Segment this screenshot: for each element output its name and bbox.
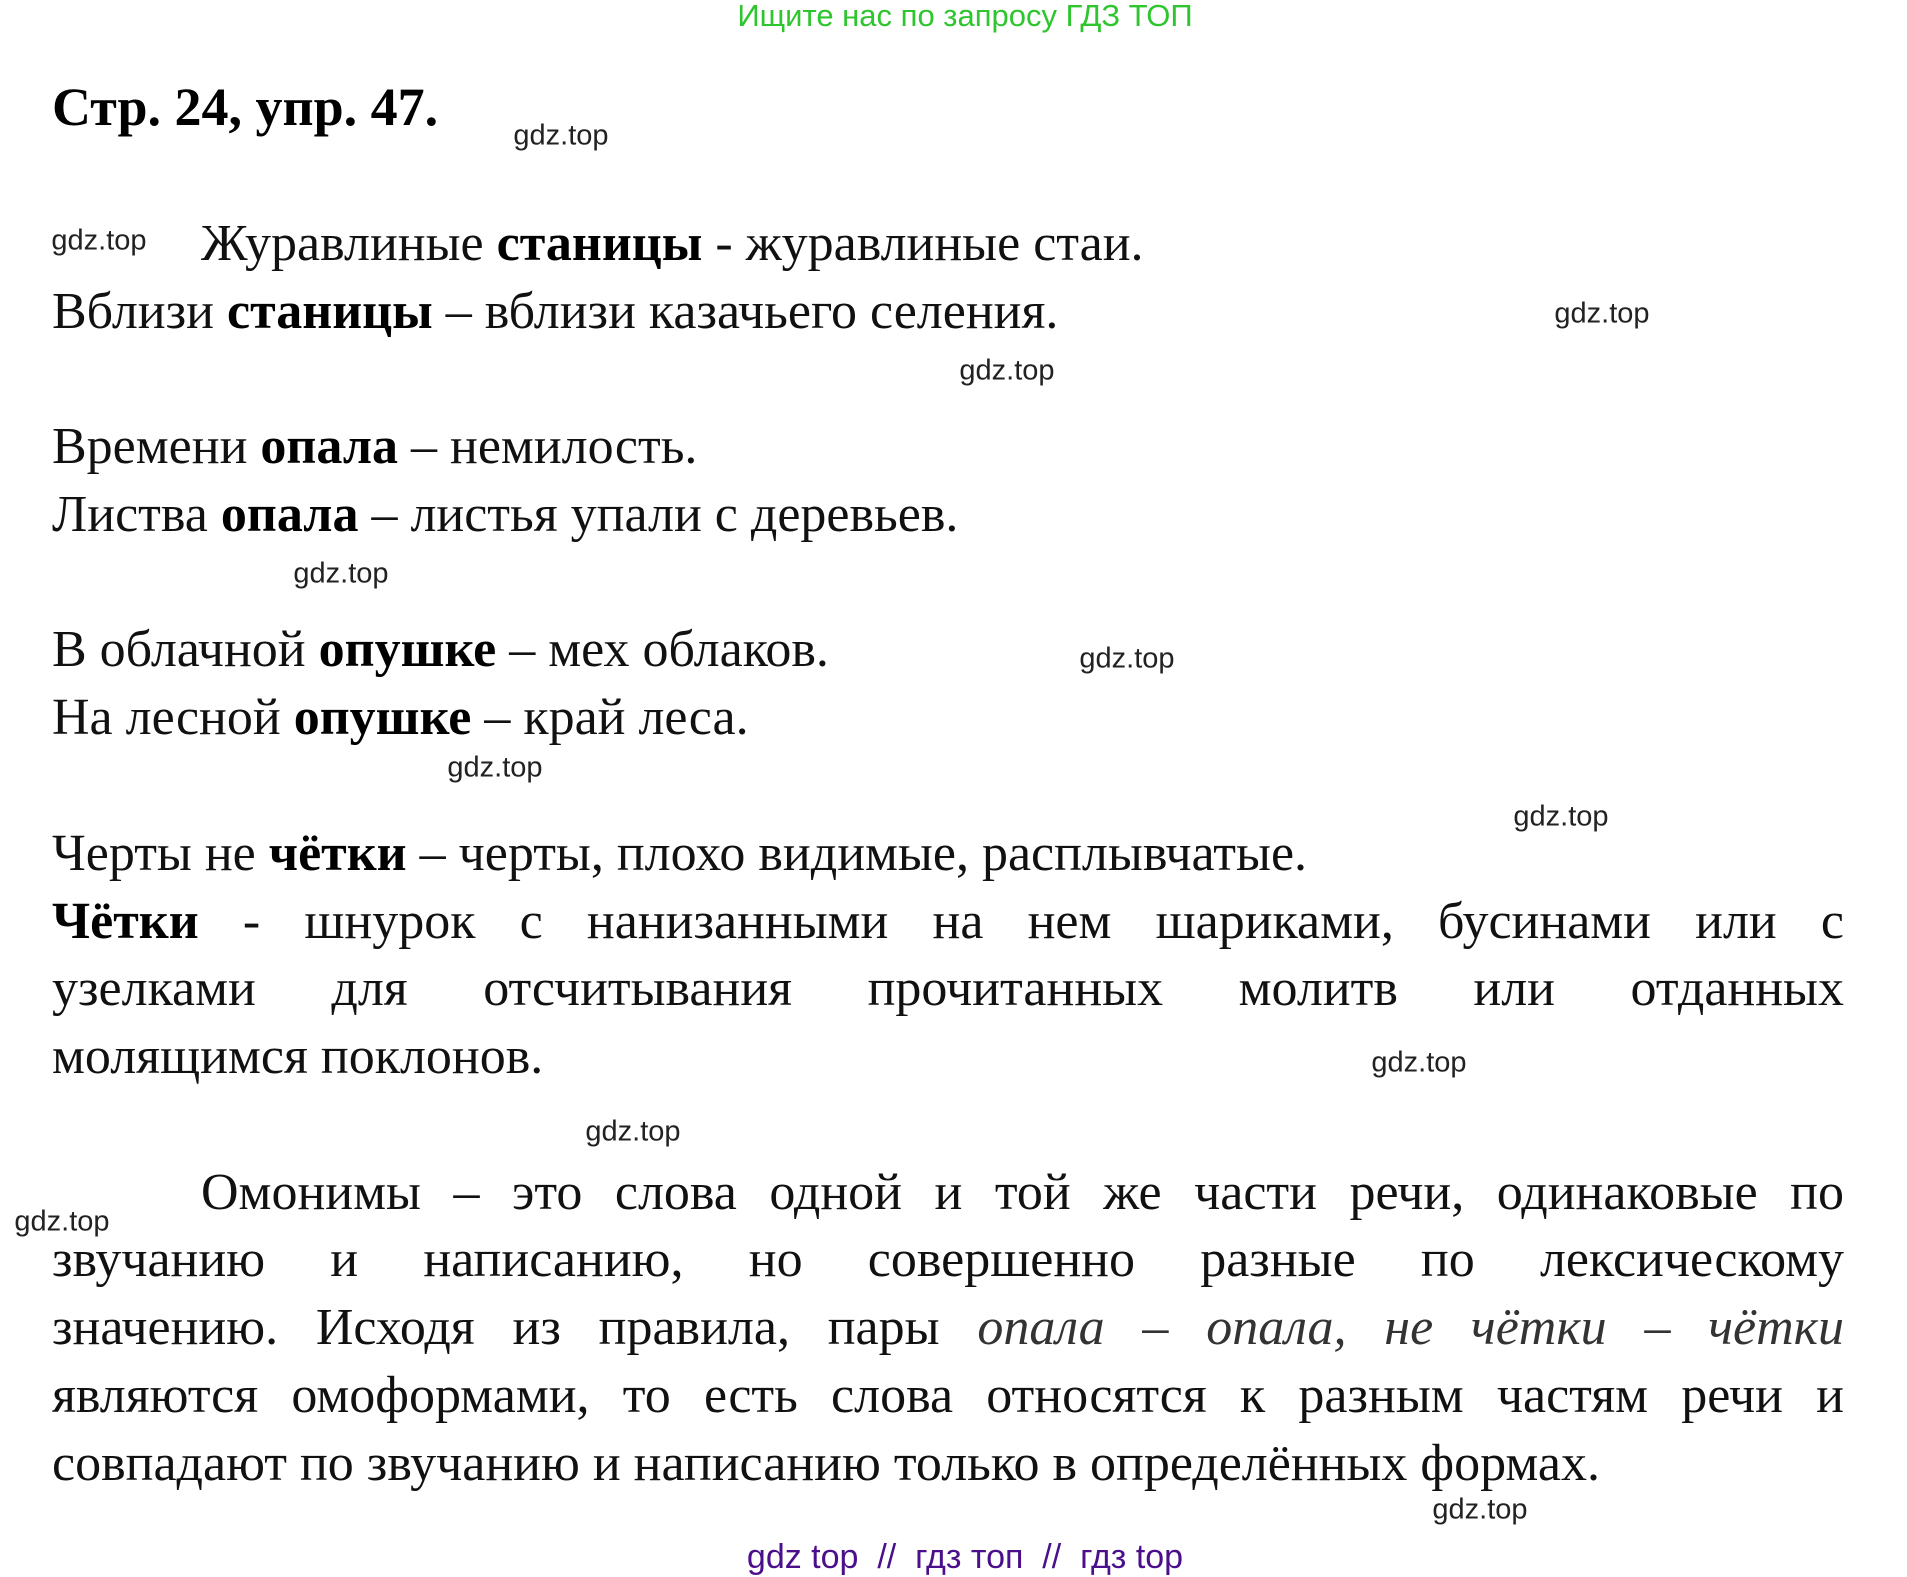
text: Черты не: [52, 825, 269, 882]
watermark: gdz.top: [51, 224, 147, 257]
text-line: [52, 413, 697, 481]
text: значению. Исходя из правила, пары: [52, 1299, 978, 1356]
text: – листья упали с деревьев.: [358, 486, 959, 543]
text: – немилость.: [398, 418, 698, 475]
text: – черты, плохо видимые, расплывчатые.: [406, 825, 1308, 882]
watermark: gdz.top: [447, 751, 543, 784]
text: Времени: [52, 418, 261, 475]
watermark: gdz.top: [1371, 1046, 1467, 1079]
text-line: узелками для отсчитывания прочитанных молитв или отданных: [52, 960, 1844, 1017]
search-banner: Ищите нас по запросу ГДЗ ТОП: [737, 0, 1193, 33]
watermark: gdz.top: [14, 1205, 110, 1238]
bold-word: опала: [260, 418, 398, 475]
watermark: gdz.top: [1513, 800, 1609, 833]
text-line: [52, 1294, 1844, 1362]
page-title: Стр. 24, упр. 47.: [52, 77, 439, 137]
bold-word: Чётки: [52, 893, 199, 950]
text: На лесной: [52, 689, 294, 746]
bold-word: опушке: [318, 621, 497, 678]
watermark: gdz.top: [959, 354, 1055, 387]
text: - шнурок с нанизанными на нем шариками, бусинами или с: [198, 893, 1844, 950]
text-line: совпадают по звучанию и написанию только в определённых формах.: [52, 1435, 1600, 1492]
text-line: [52, 481, 958, 549]
text: – мех облаков.: [496, 621, 829, 678]
text: В облачной: [52, 621, 319, 678]
text-line: [52, 888, 1844, 956]
bold-word: чётки: [268, 825, 407, 882]
text-line: [52, 616, 829, 684]
text-line: [52, 684, 749, 752]
watermark: gdz.top: [1079, 642, 1175, 675]
watermark: gdz.top: [1432, 1493, 1528, 1526]
watermark: gdz.top: [585, 1115, 681, 1148]
text-line: молящимся поклонов.: [52, 1028, 544, 1085]
watermark: gdz.top: [513, 119, 609, 152]
text-line: [52, 820, 1307, 888]
text-line: являются омоформами, то есть слова относятся к разным частям речи и: [52, 1367, 1844, 1424]
text: - журавлиные стаи.: [702, 215, 1144, 272]
watermark: gdz.top: [293, 557, 389, 590]
text-line: Омонимы – это слова одной и той же части речи, одинаковые по: [201, 1164, 1844, 1221]
bold-word: опушке: [293, 689, 472, 746]
text: Вблизи: [52, 283, 227, 340]
text: – вблизи казачьего селения.: [432, 283, 1059, 340]
text-line: [52, 278, 1058, 346]
footer-links: gdz top // гдз топ // гдз top: [746, 1538, 1184, 1576]
watermark: gdz.top: [1554, 297, 1650, 330]
text: Журавлиные: [201, 215, 497, 272]
bold-word: станицы: [496, 215, 703, 272]
italic-text: опала – опала, не чётки – чётки: [977, 1299, 1844, 1356]
text-line: [201, 210, 1144, 278]
text: – край леса.: [471, 689, 749, 746]
bold-word: станицы: [227, 283, 433, 340]
text: Листва: [52, 486, 221, 543]
bold-word: опала: [220, 486, 359, 543]
text-line: звучанию и написанию, но совершенно разные по лексическому: [52, 1231, 1844, 1288]
